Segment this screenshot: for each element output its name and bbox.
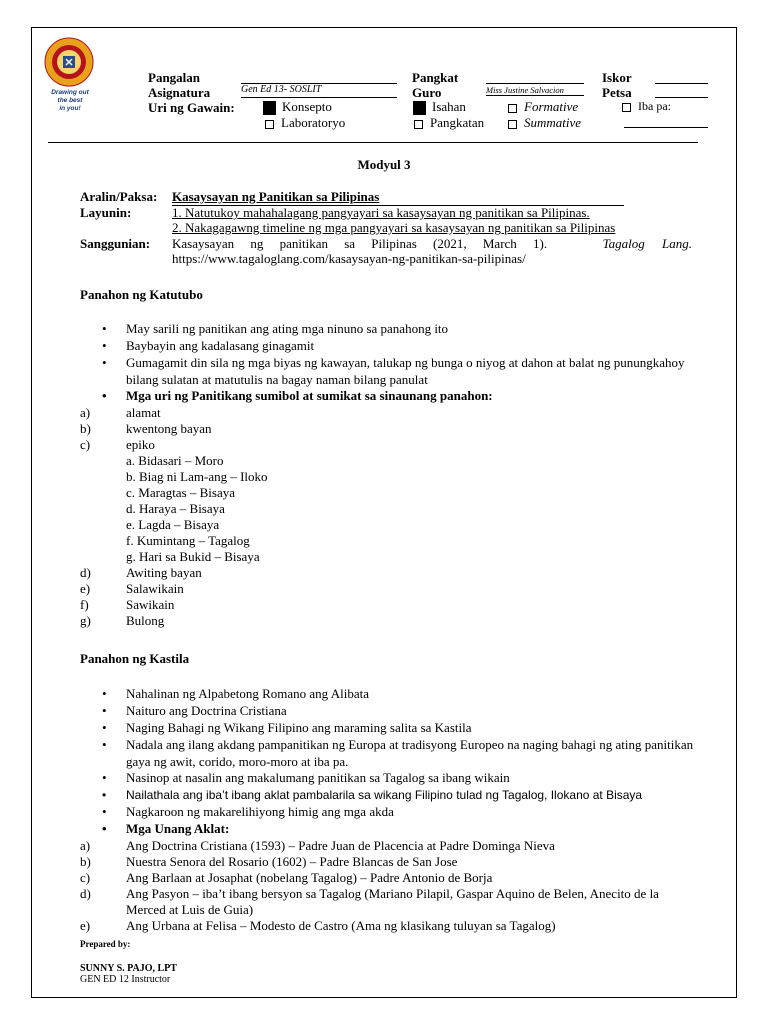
list-item: c) Ang Barlaan at Josaphat (nobelang Tagalog) – Padre Antonio de Borja [80, 870, 493, 885]
aralin-label: Aralin/Paksa: [80, 189, 158, 204]
module-title: Modyul 3 [357, 157, 411, 172]
list-item: • Nagkaroon ng makarelihiyong himig ang mga akda [80, 804, 760, 820]
list-item: • Baybayin ang kadalasang ginagamit [80, 338, 760, 354]
list-item: • Nasinop at nasalin ang makalumang panitikan sa Tagalog sa ibang wikain [80, 770, 760, 786]
checkbox-icon [622, 103, 631, 112]
checkbox-icon [508, 104, 517, 113]
list-item: • Naituro ang Doctrina Cristiana [80, 703, 760, 719]
list-item-bold: • Mga Unang Aklat: [80, 821, 760, 837]
list-item: d) Awiting bayan [80, 565, 202, 580]
list-item-continuation: gaya ng awit, corido, moro-moro at iba pa. [126, 754, 349, 769]
guro-label: Guro [412, 85, 442, 100]
epiko-item: f. Kumintang – Tagalog [126, 533, 250, 548]
isahan-option[interactable]: Isahan [413, 99, 466, 115]
pangkat-line [486, 83, 584, 84]
checked-box-icon [263, 101, 276, 115]
uri-label: Uri ng Gawain: [148, 100, 235, 115]
iskor-line [655, 83, 708, 84]
asignatura-label: Asignatura [148, 85, 211, 100]
logo-caption: Drawing out the best in you! [51, 89, 89, 112]
formative-option[interactable]: Formative [508, 99, 578, 115]
list-item-bold: • Mga uri ng Panitikang sumibol at sumikat sa sinaunang panahon: [80, 388, 760, 404]
summative-option[interactable]: Summative [508, 115, 581, 131]
list-item: a) alamat [80, 405, 161, 420]
iskor-label: Iskor [602, 70, 632, 85]
epiko-item: d. Haraya – Bisaya [126, 501, 225, 516]
list-item-continuation: Merced at Luis de Guia) [126, 902, 254, 917]
konsepto-option[interactable]: Konsepto [263, 99, 332, 115]
list-item: • Naging Bahagi ng Wikang Filipino ang maraming salita sa Kastila [80, 720, 760, 736]
section-title-kastila: Panahon ng Kastila [80, 651, 190, 666]
laboratoryo-option[interactable]: Laboratoryo [265, 115, 345, 131]
iba-pa-option[interactable]: Iba pa: [622, 99, 671, 114]
pangkatan-option[interactable]: Pangkatan [414, 115, 484, 131]
sanggunian-label: Sanggunian: [80, 236, 151, 251]
epiko-item: g. Hari sa Bukid – Bisaya [126, 549, 260, 564]
prepared-by-label: Prepared by: [80, 939, 131, 949]
list-item: • Nailathala ang iba’t ibang aklat pambalarila sa wikang Filipino tulad ng Tagalog, Ilokano at Bisaya [80, 787, 760, 803]
list-item: b) Nuestra Senora del Rosario (1602) – Padre Blancas de San Jose [80, 854, 458, 869]
guro-line [486, 95, 584, 96]
checkbox-icon [265, 120, 274, 129]
section-katutubo-body [80, 321, 760, 629]
pangalan-label: Pangalan [148, 70, 201, 85]
checkbox-icon [508, 120, 517, 129]
list-item: • May sarili ng panitikan ang ating mga ninuno sa panahong ito [80, 321, 760, 337]
list-item: • Gumagamit din sila ng mga biyas ng kawayan, talukap ng bunga o niyog at dahon at balat ng punungkahoy [80, 355, 760, 371]
petsa-line [655, 97, 708, 98]
list-item: b) kwentong bayan [80, 421, 212, 436]
school-logo [44, 37, 94, 87]
list-item: • Nahalinan ng Alpabetong Romano ang Alibata [80, 686, 760, 702]
sanggunian-source: Tagalog Lang. [602, 236, 692, 251]
epiko-item: a. Bidasari – Moro [126, 453, 224, 468]
list-item: g) Bulong [80, 613, 165, 628]
aralin-value: Kasaysayan ng Panitikan sa Pilipinas [172, 189, 624, 206]
epiko-item: b. Biag ni Lam-ang – Iloko [126, 469, 268, 484]
section-title-katutubo: Panahon ng Katutubo [80, 287, 203, 302]
list-item-continuation: bilang sulatan at matutulis na bagay naman bilang panulat [126, 372, 428, 387]
asignatura-value: Gen Ed 13- SOSLIT [241, 84, 322, 95]
author-name: SUNNY S. PAJO, LPT [80, 963, 177, 974]
epiko-item: e. Lagda – Bisaya [126, 517, 220, 532]
checkbox-icon [414, 120, 423, 129]
asignatura-line [241, 97, 397, 98]
sanggunian-citation: Kasaysayan ng panitikan sa Pilipinas (2021, March 1). [172, 236, 548, 251]
pangkat-label: Pangkat [412, 70, 459, 85]
sanggunian-text [172, 236, 692, 252]
list-item: c) epiko [80, 437, 155, 452]
layunin-label: Layunin: [80, 205, 132, 220]
guro-value: Miss Justine Salvacion [486, 85, 564, 95]
layunin-item-2: 2. Nakagagawng timeline ng mga pangyayari sa kasaysayan ng panitikan sa Pilipinas [172, 220, 616, 235]
list-item: a) Ang Doctrina Cristiana (1593) – Padre Juan de Placencia at Padre Dominga Nieva [80, 838, 555, 853]
list-item: d) Ang Pasyon – iba’t ibang bersyon sa Tagalog (Mariano Pilapil, Gaspar Aquino de Belen, Anecito de la [80, 886, 659, 901]
list-item: e) Salawikain [80, 581, 184, 596]
list-item: • Nadala ang ilang akdang pampanitikan ng Europa at tradisyong Europeo na naging bahagi ng ating panitikan [80, 737, 760, 753]
author-role: GEN ED 12 Instructor [80, 974, 171, 985]
sanggunian-url[interactable]: https://www.tagaloglang.com/kasaysayan-ng-panitikan-sa-pilipinas/ [172, 251, 526, 266]
section-kastila-body [80, 686, 760, 934]
layunin-item-1: 1. Natutukoy mahahalagang pangyayari sa kasaysayan ng panitikan sa Pilipinas. [172, 205, 590, 220]
petsa-label: Petsa [602, 85, 632, 100]
epiko-item: c. Maragtas – Bisaya [126, 485, 236, 500]
list-item: e) Ang Urbana at Felisa – Modesto de Castro (Ama ng klasikang tuluyan sa Tagalog) [80, 918, 556, 933]
header-divider [48, 142, 698, 143]
iba-pa-line [624, 127, 708, 128]
checked-box-icon [413, 101, 426, 115]
list-item: f) Sawikain [80, 597, 175, 612]
